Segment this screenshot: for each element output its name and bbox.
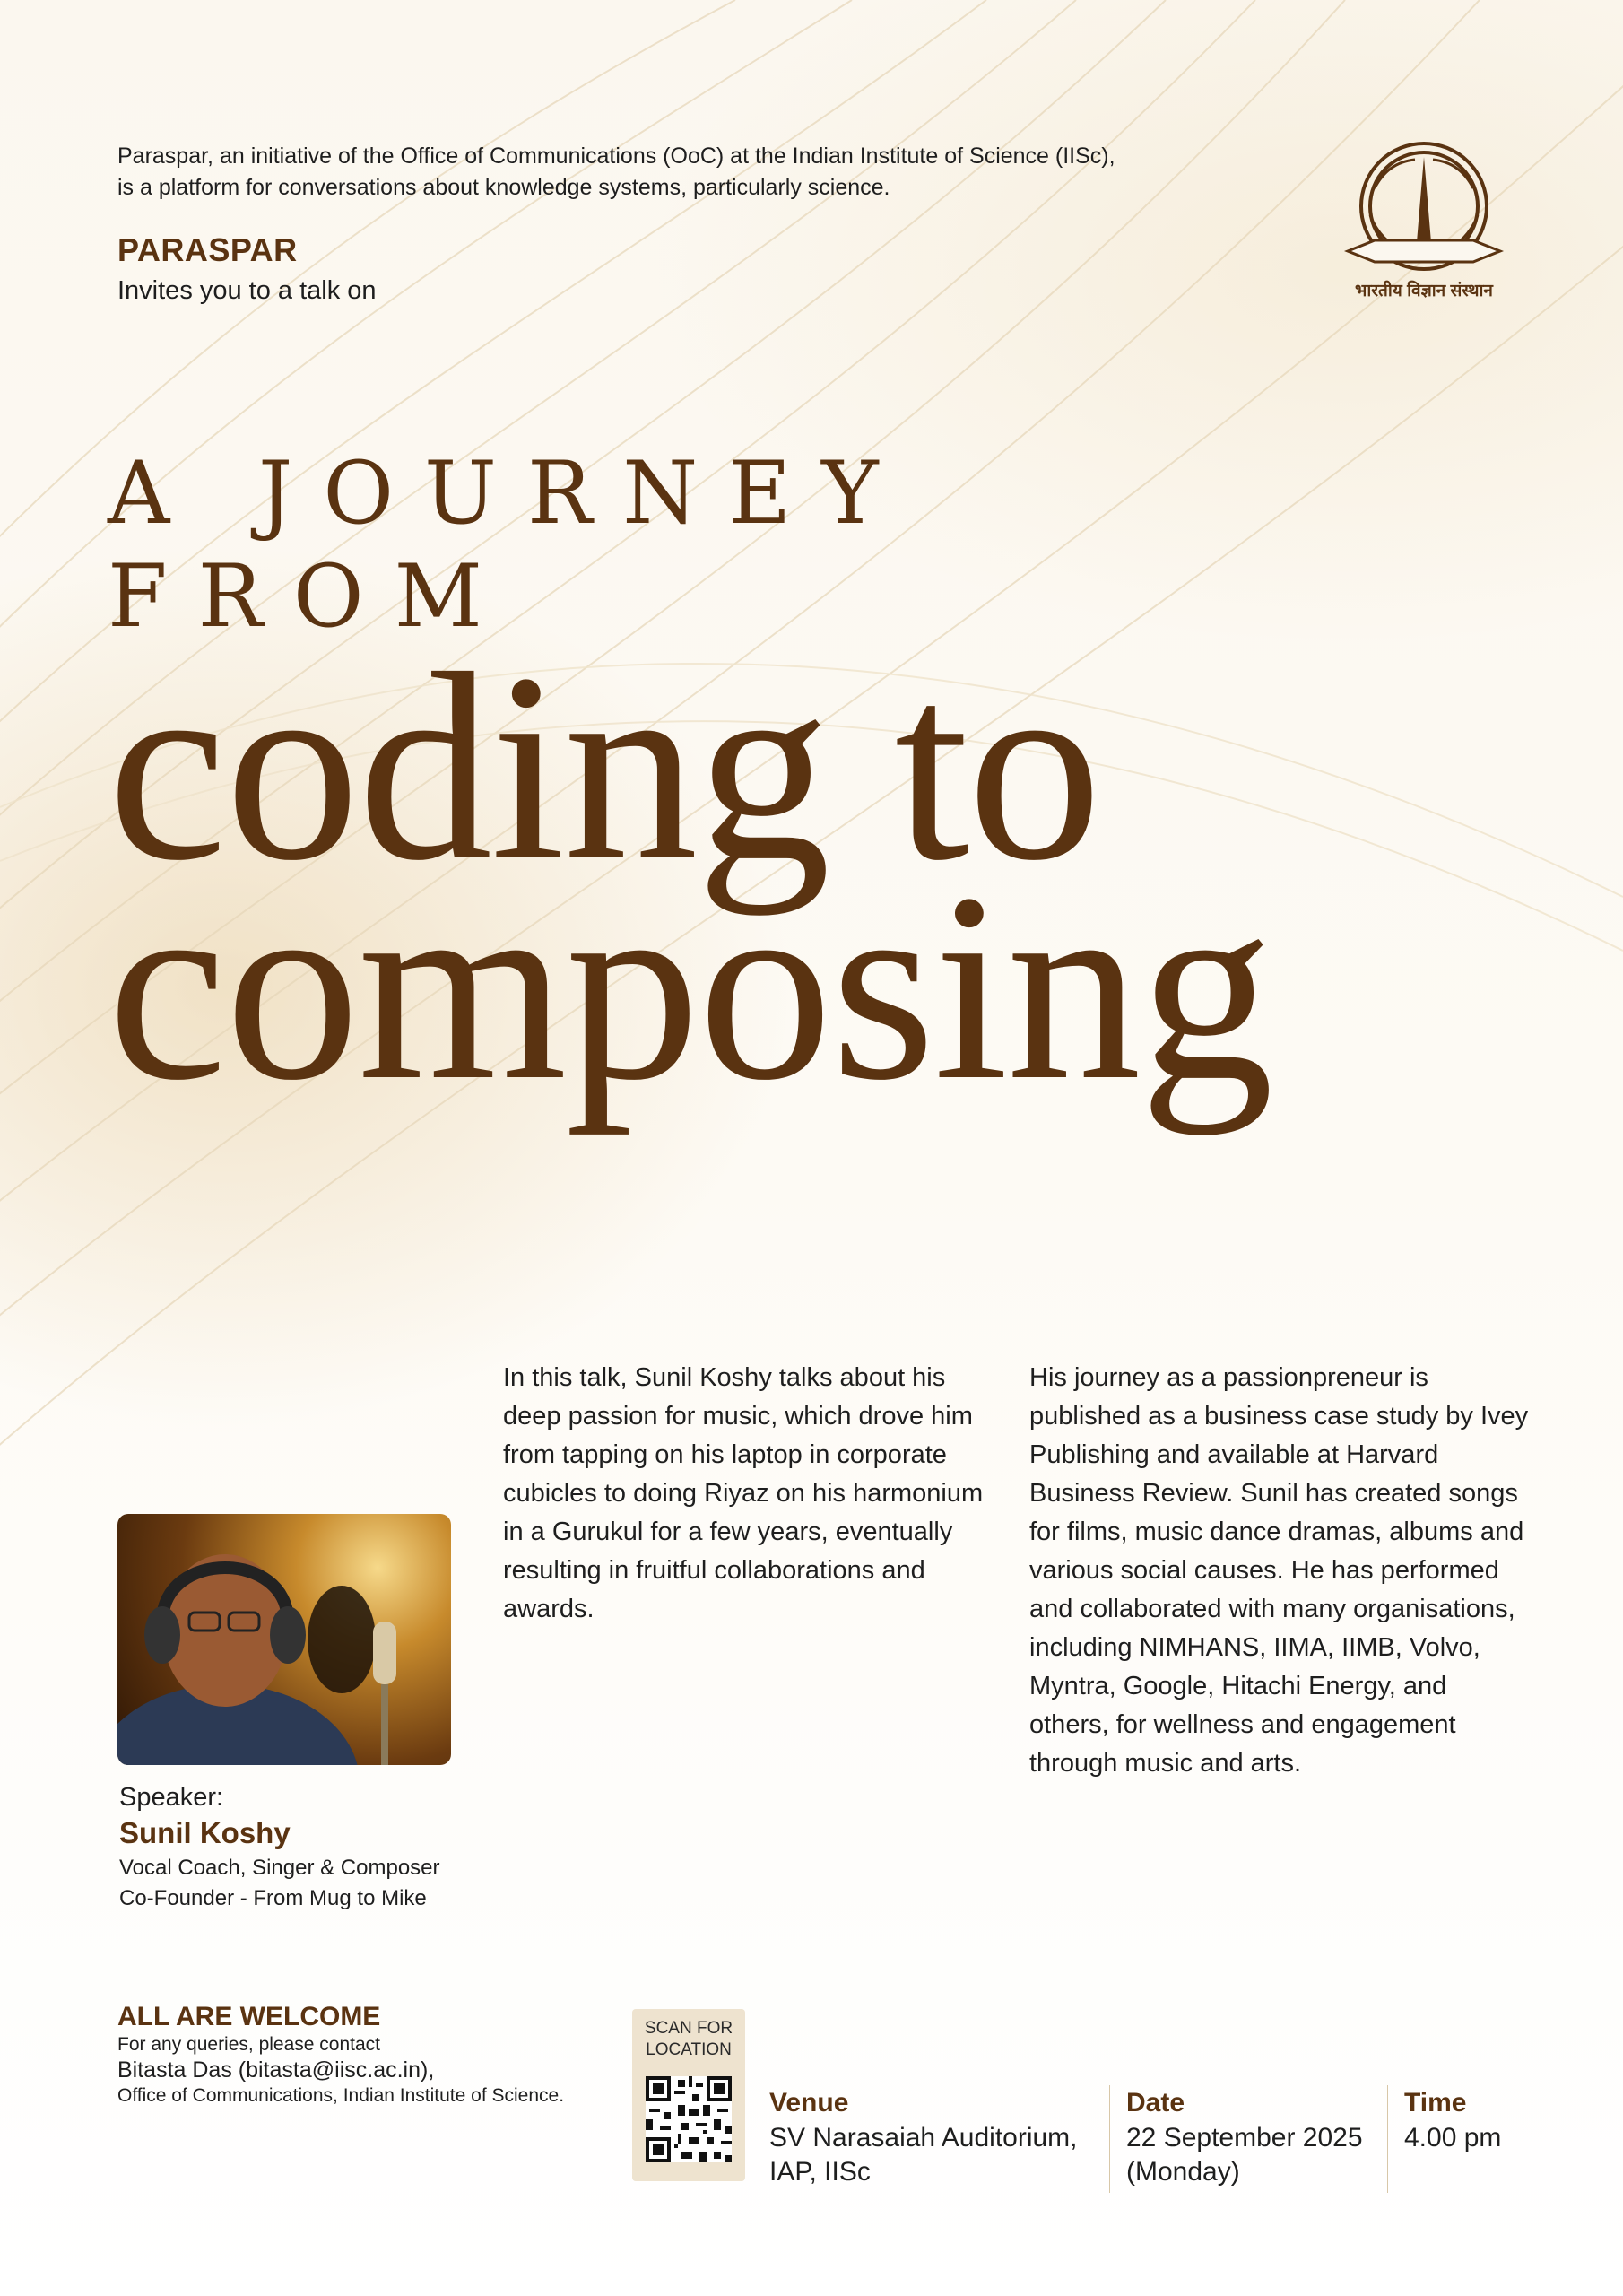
speaker-portrait-icon — [117, 1514, 451, 1765]
speaker-photo — [117, 1514, 451, 1765]
intro-text — [117, 141, 1193, 204]
qr-code-icon[interactable] — [646, 2076, 732, 2162]
org-name: PARASPAR — [117, 231, 298, 268]
venue-line-2: IAP, IISc — [769, 2157, 871, 2187]
queries-text: For any queries, please contact — [117, 2034, 380, 2055]
description-column-2: His journey as a passionpreneur is published as a business case study by Ivey Publishing and available at Harvard Business Review. Sunil has created songs for films, music dance dramas, albums and various social causes. He has performed and collaborated with many organisations, including NIMHANS, IIMA, IIMB, Volvo, Myntra, Google, Hitachi Energy, and others, for wellness and engagement through music and arts. — [1029, 1363, 1529, 1778]
intro-line-1: Paraspar, an initiative of the Office of Communications (OoC) at the Indian Institute of Science (IISc), — [117, 144, 1115, 169]
welcome-text: ALL ARE WELCOME — [117, 2002, 381, 2031]
logo-caption: भारतीय विज्ञान संस्थान — [1355, 282, 1493, 300]
date-line-1: 22 September 2025 — [1126, 2123, 1363, 2152]
qr-location-box[interactable] — [632, 2009, 745, 2181]
title-line-2: FROM — [108, 546, 513, 647]
time-value: 4.00 pm — [1404, 2123, 1502, 2152]
office-text: Office of Communications, Indian Institute of Science. — [117, 2085, 565, 2106]
speaker-label: Speaker: — [119, 1783, 224, 1812]
date-value — [1126, 2121, 1386, 2189]
title-line-4: composing — [108, 838, 1272, 1135]
speaker-name: Sunil Koshy — [119, 1816, 291, 1849]
description-column-1: In this talk, Sunil Koshy talks about his deep passion for music, which drove him from tapping on his laptop in corporate cubicles to doing Riyaz on his harmonium in a Gurukul for a few years, eventually resulting in fruitful collaborations and awards. — [503, 1363, 984, 1623]
intro-line-2: is a platform for conversations about knowledge systems, particularly science. — [117, 175, 890, 200]
qr-label — [632, 2018, 745, 2061]
title-line-3: coding to — [108, 618, 1100, 916]
venue-line-1: SV Narasaiah Auditorium, — [769, 2123, 1078, 2152]
invite-text: Invites you to a talk on — [117, 276, 377, 305]
divider-2 — [1387, 2085, 1388, 2193]
time-label: Time — [1404, 2088, 1467, 2118]
qr-label-line-1: SCAN FOR — [644, 2019, 733, 2038]
date-line-2: (Monday) — [1126, 2157, 1240, 2187]
speaker-role-2: Co-Founder - From Mug to Mike — [119, 1886, 427, 1910]
speaker-role-1: Vocal Coach, Singer & Composer — [119, 1856, 440, 1880]
contact-text: Bitasta Das (bitasta@iisc.ac.in), — [117, 2057, 435, 2083]
venue-label: Venue — [769, 2088, 849, 2118]
title-line-1: A JOURNEY — [108, 443, 909, 544]
date-label: Date — [1126, 2088, 1185, 2118]
divider-1 — [1109, 2085, 1110, 2193]
venue-value — [769, 2121, 1110, 2189]
qr-label-line-2: LOCATION — [646, 2040, 732, 2059]
